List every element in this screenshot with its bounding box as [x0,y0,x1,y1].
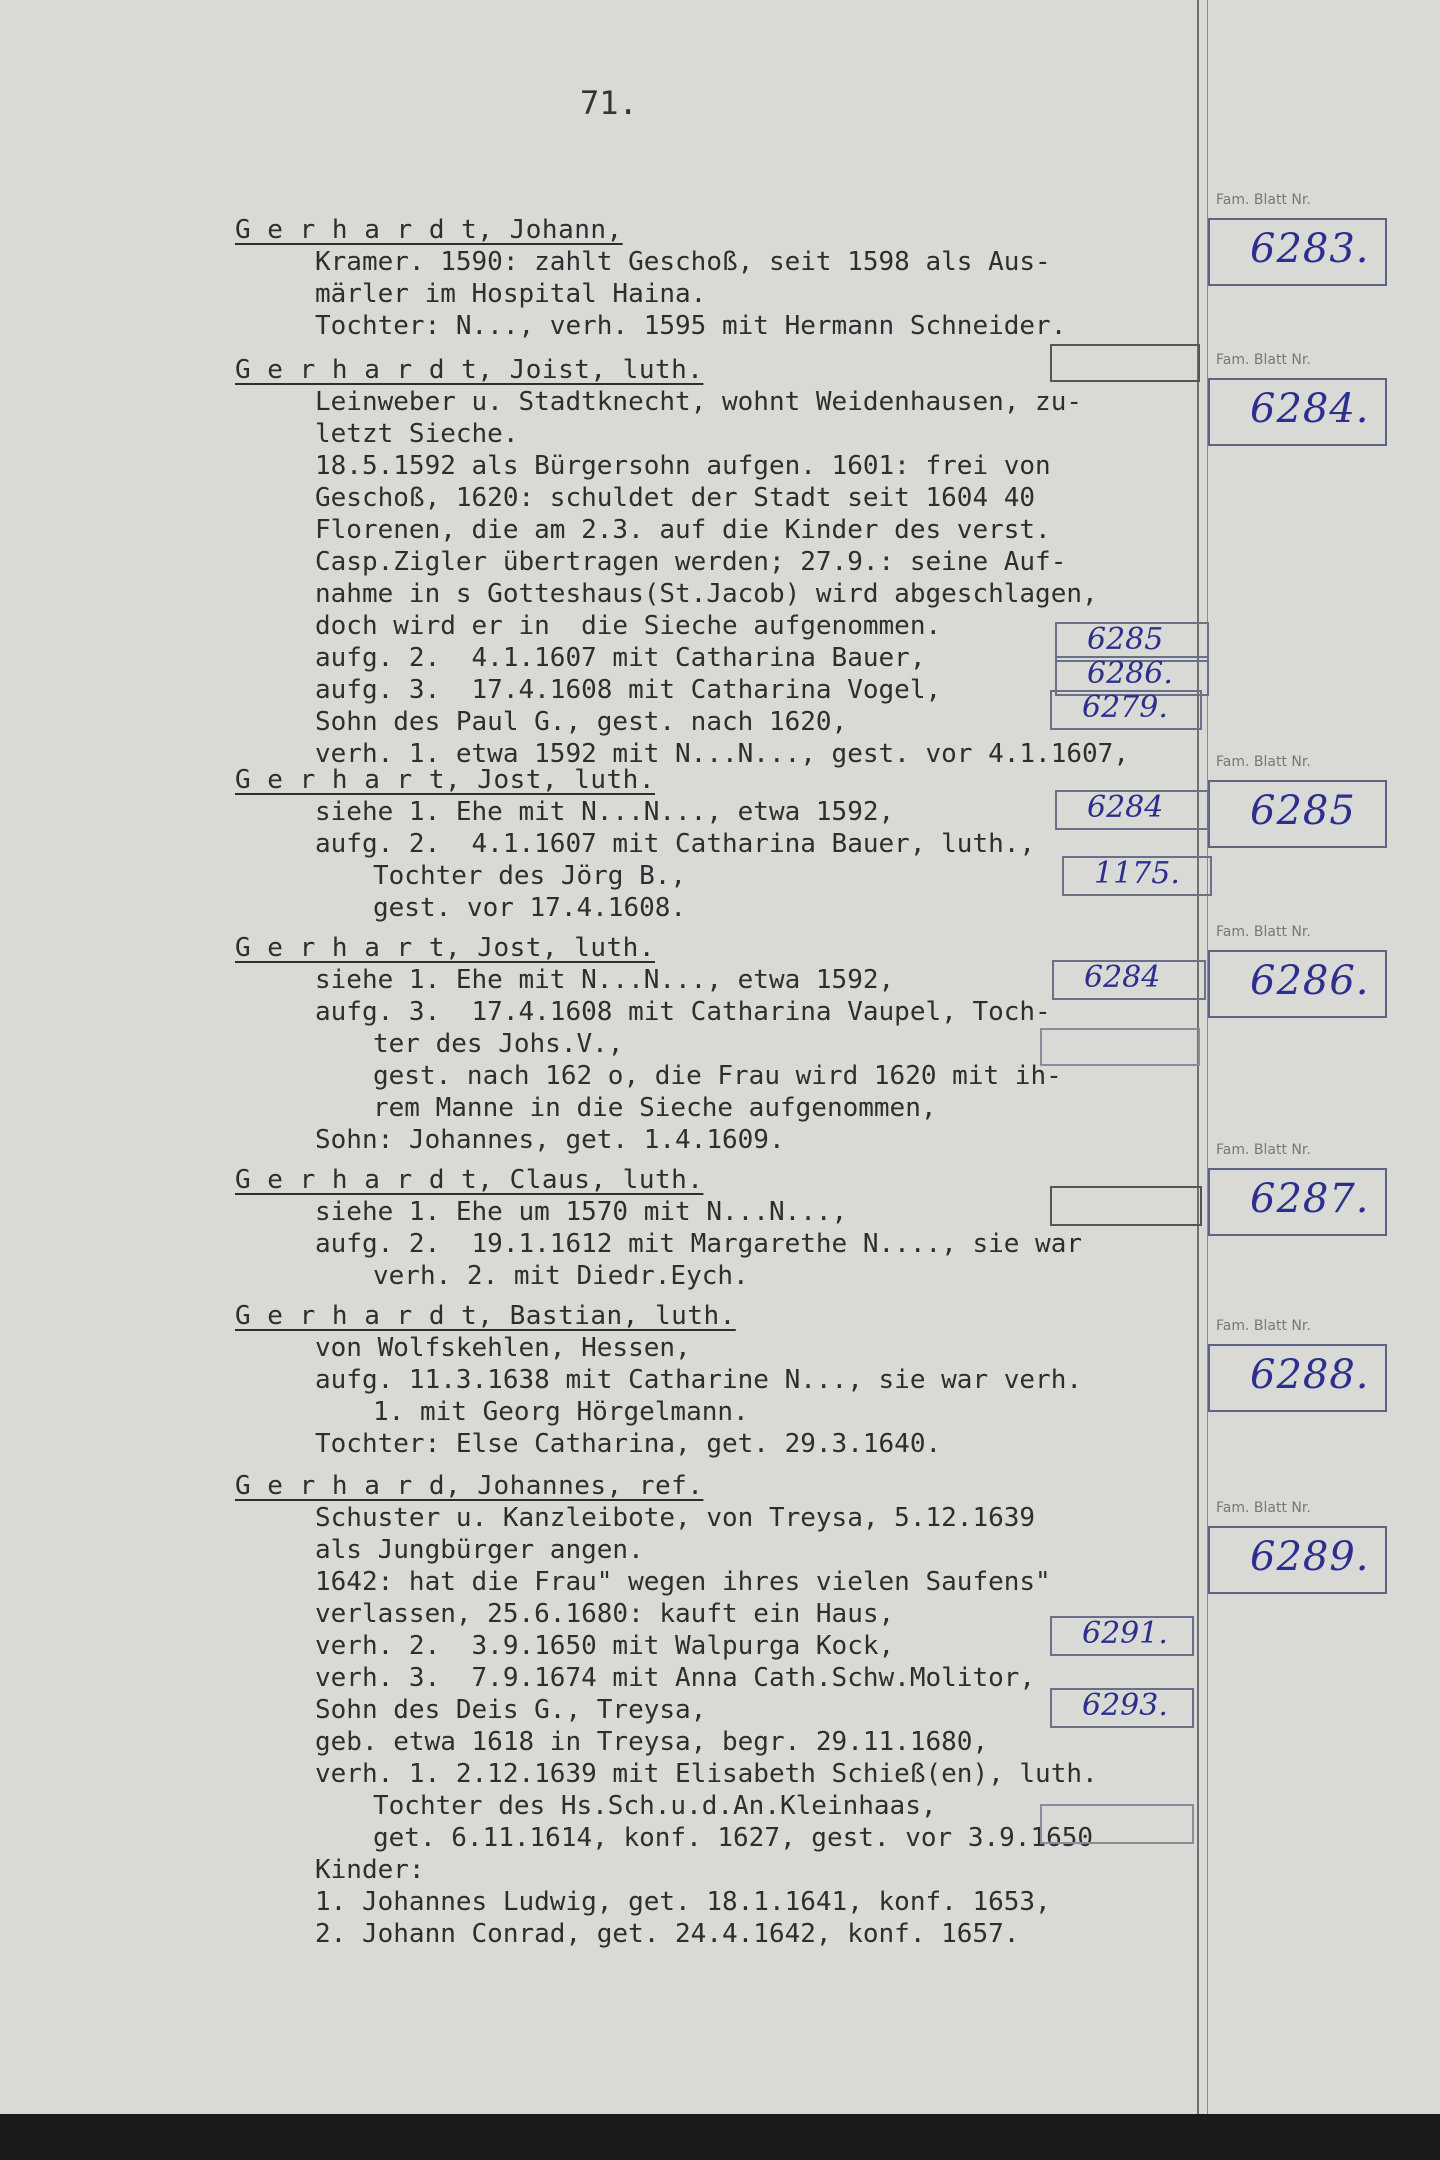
cross-ref-number: 6293. [1082,1688,1168,1723]
fam-blatt-label: Fam. Blatt Nr. [1216,1500,1311,1516]
entry-line: siehe 1. Ehe mit N...N..., etwa 1592, [315,797,895,827]
empty-ref-box [1040,1804,1194,1844]
entry-line: Kramer. 1590: zahlt Geschoß, seit 1598 als Aus- [315,247,1051,277]
entry-line: ter des Johs.V., [373,1029,624,1059]
entry-line: rem Manne in die Sieche aufgenommen, [373,1093,937,1123]
entry-line: aufg. 2. 4.1.1607 mit Catharina Bauer, [315,643,926,673]
entry-heading: G e r h a r t, Jost, luth. [235,765,655,795]
entry-line: Sohn: Johannes, get. 1.4.1609. [315,1125,785,1155]
cross-ref-number: 6285 [1087,622,1164,657]
entry-line: Tochter des Hs.Sch.u.d.An.Kleinhaas, [373,1791,937,1821]
cross-ref-box [1062,856,1212,896]
cross-ref-box [1050,1688,1194,1728]
entry-gerhart-jost-1 [235,764,1235,924]
entry-line: aufg. 3. 17.4.1608 mit Catharina Vaupel, Toch- [315,997,1051,1027]
entry-line: als Jungbürger angen. [315,1535,644,1565]
empty-ref-box [1050,344,1200,382]
fam-blatt-number: 6285 [1250,788,1356,834]
entry-line: gest. vor 17.4.1608. [373,893,687,923]
entry-line: Schuster u. Kanzleibote, von Treysa, 5.12.1639 [315,1503,1036,1533]
entry-line: gest. nach 162 o, die Frau wird 1620 mit ih- [373,1061,1062,1091]
entry-line: verh. 2. mit Diedr.Eych. [373,1261,749,1291]
entry-heading: G e r h a r d t, Joist, luth. [235,355,704,385]
entry-line: Florenen, die am 2.3. auf die Kinder des verst. [315,515,1051,545]
entry-line: nahme in s Gotteshaus(St.Jacob) wird abgeschlagen, [315,579,1098,609]
entry-line: letzt Sieche. [315,419,519,449]
entry-line: verh. 3. 7.9.1674 mit Anna Cath.Schw.Molitor, [315,1663,1036,1693]
fam-blatt-label: Fam. Blatt Nr. [1216,1318,1311,1334]
cross-ref-number: 6291. [1082,1616,1168,1651]
entry-line: 2. Johann Conrad, get. 24.4.1642, konf. 1657. [315,1919,1020,1949]
entry-heading: G e r h a r d t, Claus, luth. [235,1165,704,1195]
fam-blatt-label: Fam. Blatt Nr. [1216,924,1311,940]
cross-ref-box [1052,960,1206,1000]
fam-blatt-box [1208,1142,1387,1236]
entry-line: Casp.Zigler übertragen werden; 27.9.: seine Auf- [315,547,1067,577]
entry-line: verh. 1. etwa 1592 mit N...N..., gest. vor 4.1.1607, [315,739,1129,769]
fam-blatt-number: 6289. [1250,1534,1370,1580]
fam-blatt-label: Fam. Blatt Nr. [1216,352,1311,368]
entry-line: get. 6.11.1614, konf. 1627, gest. vor 3.9.1650 [373,1823,1094,1853]
entry-line: 1. mit Georg Hörgelmann. [373,1397,749,1427]
cross-ref-number: 1175. [1094,856,1180,891]
entry-heading: G e r h a r t, Jost, luth. [235,933,655,963]
fam-blatt-label: Fam. Blatt Nr. [1216,192,1311,208]
entry-line: geb. etwa 1618 in Treysa, begr. 29.11.1680, [315,1727,989,1757]
fam-blatt-number: 6287. [1250,1176,1370,1222]
page-number: 71. [580,84,638,122]
entry-line: 18.5.1592 als Bürgersohn aufgen. 1601: frei von [315,451,1051,481]
fam-blatt-number: 6283. [1250,226,1370,272]
entry-line: aufg. 2. 4.1.1607 mit Catharina Bauer, luth., [315,829,1036,859]
fam-blatt-number: 6286. [1250,958,1370,1004]
entry-heading: G e r h a r d t, Johann, [235,215,623,245]
fam-blatt-box [1208,754,1387,848]
fam-blatt-box [1208,352,1387,446]
fam-blatt-label: Fam. Blatt Nr. [1216,1142,1311,1158]
fam-blatt-box [1208,924,1387,1018]
cross-ref-number: 6284 [1084,960,1161,995]
cross-ref-box [1055,790,1209,830]
entry-line: Kinder: [315,1855,425,1885]
entry-line: märler im Hospital Haina. [315,279,707,309]
entry-line: verh. 1. 2.12.1639 mit Elisabeth Schieß(en), luth. [315,1759,1098,1789]
entry-line: Tochter: N..., verh. 1595 mit Hermann Schneider. [315,311,1067,341]
entry-heading: G e r h a r d, Johannes, ref. [235,1471,704,1501]
entry-line: 1642: hat die Frau" wegen ihres vielen Saufens" [315,1567,1051,1597]
cross-ref-box [1050,1616,1194,1656]
entry-line: verh. 2. 3.9.1650 mit Walpurga Kock, [315,1631,895,1661]
cross-ref-number: 6279. [1082,690,1168,725]
entry-heading: G e r h a r d t, Bastian, luth. [235,1301,736,1331]
fam-blatt-box [1208,1318,1387,1412]
entry-line: verlassen, 25.6.1680: kauft ein Haus, [315,1599,895,1629]
entry-line: Tochter: Else Catharina, get. 29.3.1640. [315,1429,942,1459]
fam-blatt-box [1208,1500,1387,1594]
fam-blatt-label: Fam. Blatt Nr. [1216,754,1311,770]
fam-blatt-number: 6284. [1250,386,1370,432]
entry-line: siehe 1. Ehe um 1570 mit N...N..., [315,1197,848,1227]
entry-line: von Wolfskehlen, Hessen, [315,1333,691,1363]
entry-gerhardt-johann [235,214,1235,342]
entry-line: Sohn des Paul G., gest. nach 1620, [315,707,848,737]
fam-blatt-box [1208,192,1387,286]
entry-line: Sohn des Deis G., Treysa, [315,1695,707,1725]
entry-line: siehe 1. Ehe mit N...N..., etwa 1592, [315,965,895,995]
empty-ref-box [1040,1028,1200,1066]
entry-line: Geschoß, 1620: schuldet der Stadt seit 1604 40 [315,483,1036,513]
empty-ref-box [1050,1186,1202,1226]
entry-line: aufg. 2. 19.1.1612 mit Margarethe N...., sie war [315,1229,1083,1259]
entry-line: 1. Johannes Ludwig, get. 18.1.1641, konf. 1653, [315,1887,1051,1917]
cross-ref-box [1050,690,1202,730]
entry-gerhardt-claus [235,1164,1235,1292]
cross-ref-number: 6284 [1087,790,1164,825]
entry-gerhardt-bastian [235,1300,1235,1460]
cross-ref-number: 6286. [1087,656,1173,691]
entry-line: aufg. 3. 17.4.1608 mit Catharina Vogel, [315,675,942,705]
entry-line: doch wird er in die Sieche aufgenommen. [315,611,942,641]
fam-blatt-number: 6288. [1250,1352,1370,1398]
entry-line: aufg. 11.3.1638 mit Catharine N..., sie war verh. [315,1365,1083,1395]
entry-line: Tochter des Jörg B., [373,861,687,891]
entry-line: Leinweber u. Stadtknecht, wohnt Weidenhausen, zu- [315,387,1083,417]
